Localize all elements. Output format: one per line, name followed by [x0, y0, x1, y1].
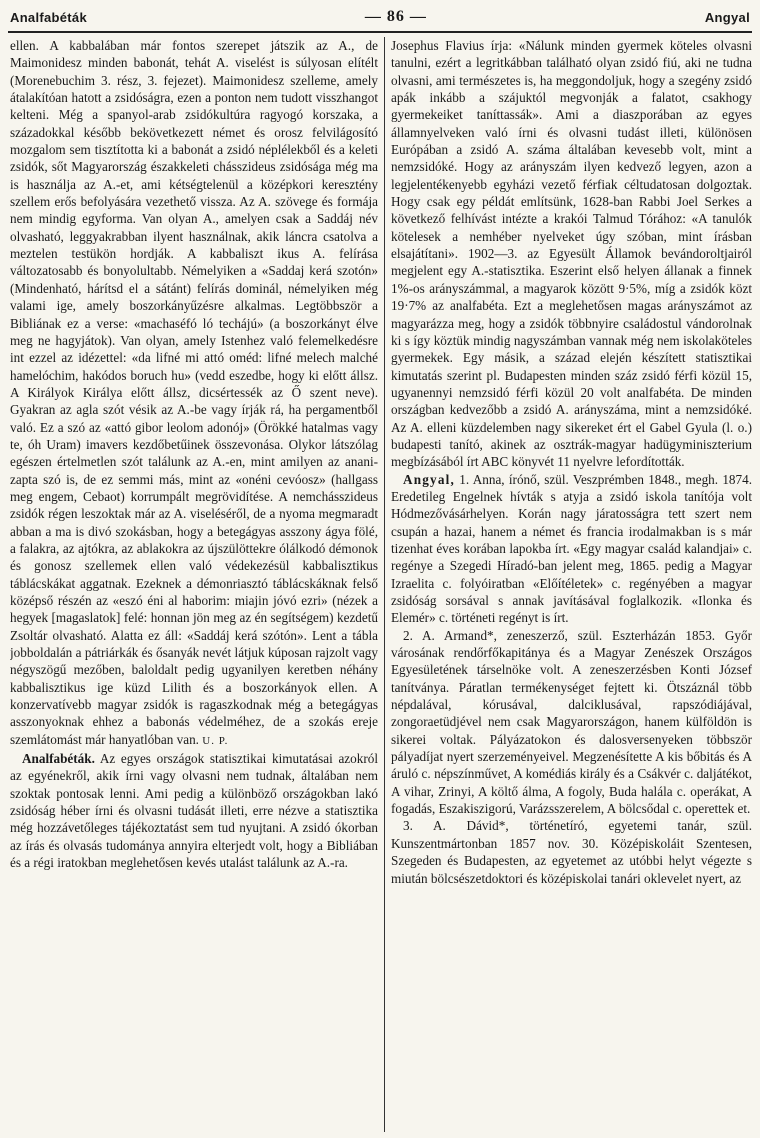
angyal-entry-3: 3. A. Dávid*, történetíró, egyetemi tanár, szül. Kunszentmártonban 1857 nov. 30. Középiskoláit Szentesen, Szegeden és Budapesten, az egyetemet az utóbbi helyt végezte s miután bölcsészetdoktori és középiskolai tanári oklevelet nyert, az [391, 818, 752, 886]
running-head [10, 6, 750, 28]
header-right-keyword: Angyal [704, 9, 750, 25]
analfabetak-text: Az egyes országok statisztikai kimutatásai azokról az egyénekről, akik írni vagy olvasni nem tudnak, általában nem szoktak pontosak lenni. Ami pedig a különböző országokban lakó zsidóság héber írni és olvasni tudását illeti, erre nézve a statisztika még hozzávetőleges tájékoztatást sem tud nyujtani. A zsidó ókorban az írás és olvasás tudománya annyira elterjedt volt, hogy a Bibliában és a régi iratokban meglehetősen kevés utalást találunk az A.-ra. [10, 751, 378, 871]
amulet-article-text [10, 37, 378, 750]
right-column [391, 37, 752, 1132]
author-signature: U. P. [202, 734, 229, 747]
headword-analfabetak: Analfabéták. [22, 751, 95, 767]
angyal-entry-2: 2. A. Armand*, zeneszerző, szül. Eszterházán 1853. Győr városának rendőrfőkapitánya és a Magyar Zenészek Országos Egyesületének társelnöke volt. A zeneszerzésben Konti József tanítványa. Páratlan termékenységet fejtett ki. Ötszáznál több népdalával, kórusával, dalciklusával, rapszódiájával, zongoraetüdjével nem csak Magyarországon, hanem külföldön is sikerei voltak. Pályázatokon és dalosversenyeken többször pályadíjat nyert szerzeményeivel. Megzenésítette A kis bőbitás és A áruló c. népszínművet, A komédiás király és a Csákvér c. daljátékot, A vihar, Zrinyi, A költő álma, A fogoly, Buda halála c. operákat, A fogadás, Eszakiszigorú, Varázsszerelem, A bölcsődal c. operettek et. [391, 627, 752, 817]
left-column [10, 37, 378, 1132]
literacy-continuation: Josephus Flavius írja: «Nálunk minden gyermek köteles olvasni tanulni, ezért a legritkábban található olyan zsidó fiú, aki ne tudna olvasni, ami természetes is, ha meggondoljuk, hogy a szegény zsidó apák inkább a szájuktól megvonják a falatot, csakhogy gyermekeiket taníttassák». Ami a diaszporában az egyes államnyelveken való írni és olvasni tudást illeti, különösen Európában a zsidó A. száma általában kevesebb volt, mint a nemzsidóké. Hogy az arányszám ilyen kedvező legyen, azon a legjelentékenyebb egyházi vezető férfiak céltudatosan dolgoztak. Hogy csak egy példát említsünk, 1628-ban Rabbi Joel Serkes a következő felhívást intézte a krakói Talmud Tórához: «A tanulók kötelesek a nemhéber nyelveket úgy szóban, mint írásban elsajátítani». 1902—3. az Egyesült Államok bevándoroltjairól megjelent egy A.-statisztika. Eszerint első helyen állanak a finnek 1%-os arányszámmal, a magyarok között 9·5%, míg a zsidók közt 19·7% az analfabéta. Ezt a meglehetősen magas arányszámot az magyarázza meg, hogy a zsidók többnyire családostul vándorolnak ki s így köztük mindig nagyszámban vannak még nem iskolaköteles gyermekek. Egy másik, a század elején készített statisztikai kimutatás szerint pl. Budapesten minden száz zsidó férfi közül 15, ugyanennyi nemzsidó férfi közül 20 volt analfabéta. De minden országban kedvezőbb a zsidó A. arányszáma, mint a nemzsidóké. Az A. elleni küzdelemben nagy sikereket ért el Gabel Gyula (l. o.) budapesti tanító, akinek az osztrák-magyar hadügyminiszterium megbízásából írt ABC könyvét 11 nyelvre lefordították. [391, 38, 752, 470]
header-rule [8, 31, 752, 33]
column-divider [384, 37, 385, 1132]
analfabetak-entry [10, 750, 378, 871]
angyal-anna-text: 1. Anna, írónő, szül. Veszprémben 1848., megh. 1874. Eredetileg Engelnek hívták s atyja a zsidó iskola tanítója volt Hódmezővásárhelyen. Korán nagy járatosságra tett szert nem csupán a hazai, hanem a német és francia irodalmakban is s már tizenhat éves korában lapokba írt. «Egy magyar család kalandjai» c. regénye a Szegedi Híradó-ban jelent meg, 1865. pedig a Magyar Izraelita c. folyóiratban «Előítéletek» c. regényében a magyar zsidóság sorsával s annak javításával foglalkozik. «Ilonka és Elemér» c. történeti regényt is írt. [391, 471, 752, 626]
headword-angyal: Angyal, [403, 471, 455, 487]
amulet-article-body: ellen. A kabbalában már fontos szerepet játszik az A., de Maimonidesz minden babonát, tehát A. viselést is súlyosan elítélt (Morenebuchim 3. rész, 3. fejezet). Maimonidesz szelleme, amely átalakítóan hatott a zsidóságra, ezen a ponton nem tudott visszhangot kelteni. Még a spanyol-arab zsidókultúra ragyogó korszaka, a századokkal később bekövetkezett német és orosz felvilágosító mozgalom sem tisztította ki a babonát a zsidó néplélekből és a keleti zsidók, sőt Magyarország északkeleti chásszideus zsidósága még ma is használja az A.-et, ami kétségtelenül a középkori keresztény szellem erős befolyására vezethető vissza. Az A. szövege és formája nem mindig egyforma. Van olyan A., amelyen csak a Saddáj név olvasható, leggyakrabban ilyent használnak, akik láncra csatolva a meztelen testükön hordják. A kabbaliszt ikus A. felírása változatosabb és bonyolultabb. Némelyiken a «Saddaj kerá szotón» (Mindenható, hárítsd el a sátánt) felírás dominál, némelyiken még valami ige, amely boszorkányűzésre alkalmas. Legtöbbször a Bibliának ez a verse: «machaséfó ló techájú» (a boszorkányt élve meg ne hagyjátok). Van olyan, amely Istenhez való felemelkedésre int ezzel az idézettel: «da lifné mi attó oméd: lifné melech malché hamelóchim, hakódos boruch hu» (vedd eszedbe, hogy ki előtt állsz. A Királyok Királya előtt állsz, dicsértessék az Ő szent neve). Gyakran az agla szót vésik az A.-be vagy írják rá, ha pergamentből való. Ez a szó az «attó gibor leolom adonój» (Örökké hatalmas vagy te, óh Uram) imavers kezdőbetűinek összevonása. Olykor látszólag egészen értelmetlen szót találunk az A.-en, mint amilyen az anani-zapta szó is, de ez semmi más, mint az «onéni cevóosz» (hallgass meg engem, Cebaot) korrumpált megrövidítése. A nemchásszideus zsidók régen leszoktak már az A. viseléséről, de a nyoma megmaradt abban a ma is divó szokásban, hogy a betegágyas asszony ágya fölé, a falakra, az ajtókra, az ablakokra az újszülöttekre ólálkodó démonok és gonosz szellemek ellen való védekezésül kabbalisztikus táblácskákat aggatnak. Ezeknek a démonriasztó táblácskáknak felső középső részén az «eszó éni al haborim: miajin jóvó ezri» (nézek a hegyek [magaslatok] felé: honnan jön meg az én segítségem) kezdetű Zsoltár olvasható. Alatta ez áll: «Saddáj kerá szótón». Lent a tábla jobboldalán a pátriárkák és ősanyák nevét látjuk kúposan rajzolt vagy négyszögű mezőben, baloldalt pedig ugyanilyen keretben néhány kabbalisztikus ige küzd Lilith és a boszorkányok ellen. A konzervatívebb magyar zsidók is ragaszkodnak még a betegágyas asszonyoknak ehhez a babonás védelméhez, de a szokás ereje szemlátomást már hanyatlóban van. [10, 38, 378, 747]
page-number: — 86 — [364, 8, 427, 25]
angyal-entry-1 [391, 471, 752, 627]
header-left-keyword: Analfabéták [10, 9, 87, 25]
